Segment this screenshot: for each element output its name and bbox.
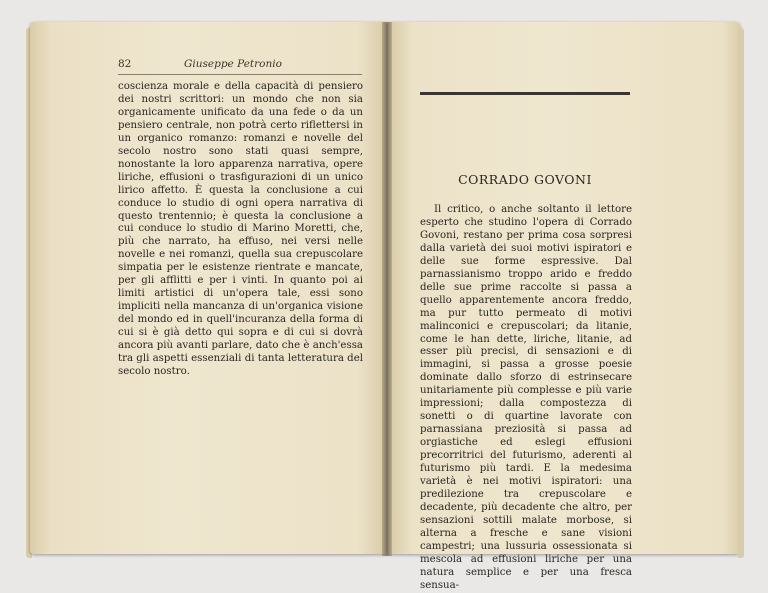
running-head-rule [118,74,362,75]
book-gutter [382,22,392,556]
right-page-text [420,204,632,593]
page-edges-right [738,28,744,558]
chapter-title: CORRADO GOVONI [458,172,592,187]
left-page-text [118,81,363,379]
running-head-author: Giuseppe Petronio [184,58,282,70]
page-number: 82 [118,58,132,70]
left-page-paragraph: coscienza morale e della capacità di pensiero dei nostri scrittori: un mondo che non sia organicamente unificato da una fede o da un pensiero centrale, non potrà certo riflettersi in un organico romanzo: romanzi e novelle del secolo nostro sono stati quasi sempre, nonostante la loro apparenza narrativa, opere liriche, effusioni o trasfigurazioni di un unico lirico affetto. È questa la conclusione a cui conduce lo studio di ogni opera narrativa di questo trentennio; è questa la conclusione a cui conduce lo studio di Marino Moretti, che, più che narrato, ha effuso, nei versi nelle novelle e nei romanzi, quella sua crepuscolare simpatia per le esistenze rientrate e mancate, per gli afflitti e per i vinti. In quanto poi ai limiti artistici di un'opera tale, essi sono impliciti nella mancanza di un'organica visione del mondo ed in quell'incuranza della forma di cui si è già detto qui sopra e di cui si dovrà ancora più avanti parlare, dato che è anch'essa tra gli aspetti essenziali di tanta letteratura del secolo nostro. [118,81,363,377]
chapter-rule [420,92,630,95]
right-page-paragraph: Il critico, o anche soltanto il lettore esperto che studino l'opera di Corrado Govoni, restano per prima cosa sorpresi dalla varietà dei suoi motivi ispiratori e delle sue forme espressive. Dal parnassianismo troppo arido e freddo delle sue prime raccolte si passa a quello apparentemente ancora freddo, ma pur tutto permeato di motivi malinconici e crepuscolari; da litanie, come le han dette, liriche, litanie, ad esser più precisi, di sensazioni e di immagini, si passa a grosse poesie dominate dallo sforzo di estrinsecare unitariamente più complesse e più varie impressioni; dalla compostezza di sonetti o di quartine lavorate con parnassiana preziosità si passa ad orgiastiche ed eslegi effusioni precorritrici del futurismo, aderenti al futurismo più tardi. E la medesima varietà è nei motivi ispiratori: una predilezione tra crepuscolare e decadente, più decadente che altro, per sensazioni sottili malate morbose, si alterna a fresche e sane visioni campestri; una lussuria ossessionata si mescola ad effusioni liriche per una natura semplice e per una fresca sensua- [420,204,632,591]
